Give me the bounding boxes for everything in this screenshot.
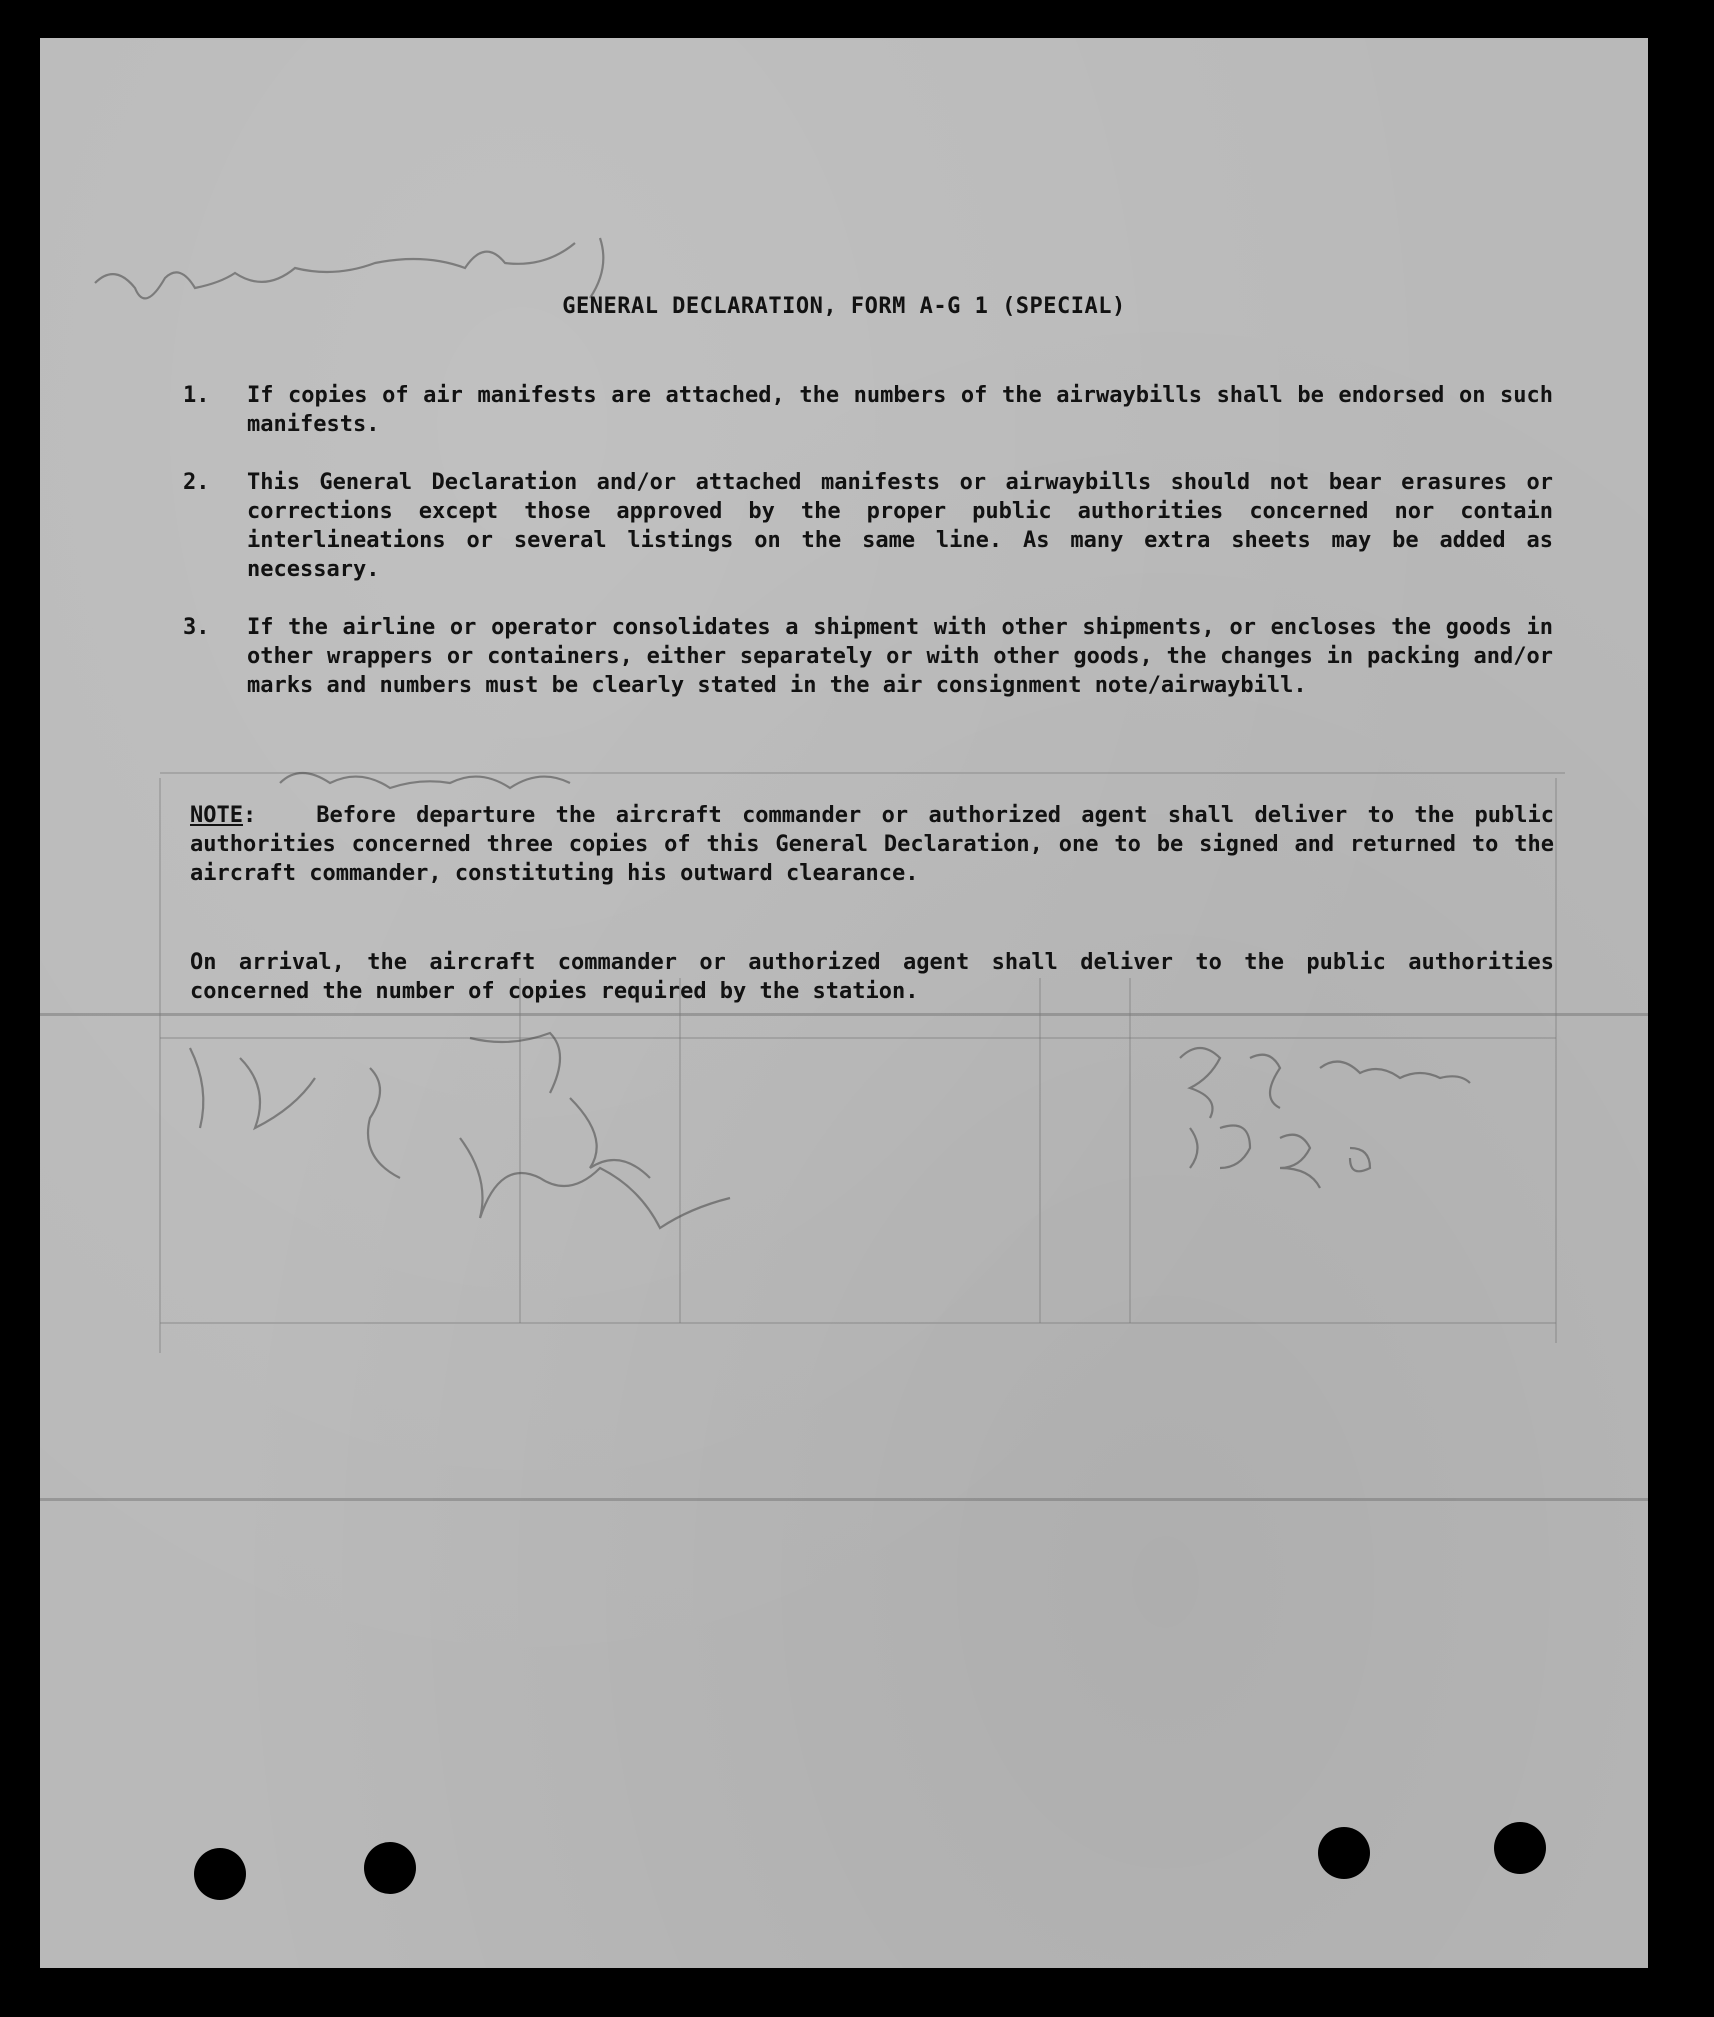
item-text: If copies of air manifests are attached, the numbers of the airwaybills shall be endorsed on such manifests. — [247, 383, 1553, 437]
item-text: If the airline or operator consolidates a shipment with other shipments, or encloses the goods in other wrappers or containers, either separately or with other goods, the changes in packing and/or marks and numbers must be clearly stated in the air consignment note/airwaybill. — [247, 615, 1553, 698]
item-number: 3. — [183, 615, 210, 640]
instruction-item — [183, 381, 1553, 439]
note-paragraph — [190, 801, 1554, 888]
note-label: NOTE — [190, 803, 243, 828]
declaration-text — [40, 38, 1648, 1968]
punch-hole — [194, 1848, 246, 1900]
item-number: 1. — [183, 383, 210, 408]
punch-hole — [364, 1842, 416, 1894]
arrival-paragraph: On arrival, the aircraft commander or authorized agent shall deliver to the public authorities concerned the number of copies required by the station. — [190, 950, 1554, 1004]
document-title: GENERAL DECLARATION, FORM A-G 1 (SPECIAL) — [562, 294, 1126, 319]
note-text: Before departure the aircraft commander or authorized agent shall deliver to the public authorities concerned three copies of this General Declaration, one to be signed and returned to the aircraft commander, constituting his outward clearance. — [190, 803, 1554, 886]
note-separator: : — [242, 803, 257, 828]
punch-hole — [1494, 1822, 1546, 1874]
item-number: 2. — [183, 470, 210, 495]
item-text: This General Declaration and/or attached manifests or airwaybills should not bear erasures or corrections except those approved by the proper public authorities concerned nor contain interlineations or several listings on the same line. As many extra sheets may be added as necessary. — [247, 470, 1553, 582]
instruction-item — [183, 468, 1553, 584]
instruction-item — [183, 613, 1553, 700]
punch-hole — [1318, 1827, 1370, 1879]
paper-sheet — [40, 38, 1648, 1968]
